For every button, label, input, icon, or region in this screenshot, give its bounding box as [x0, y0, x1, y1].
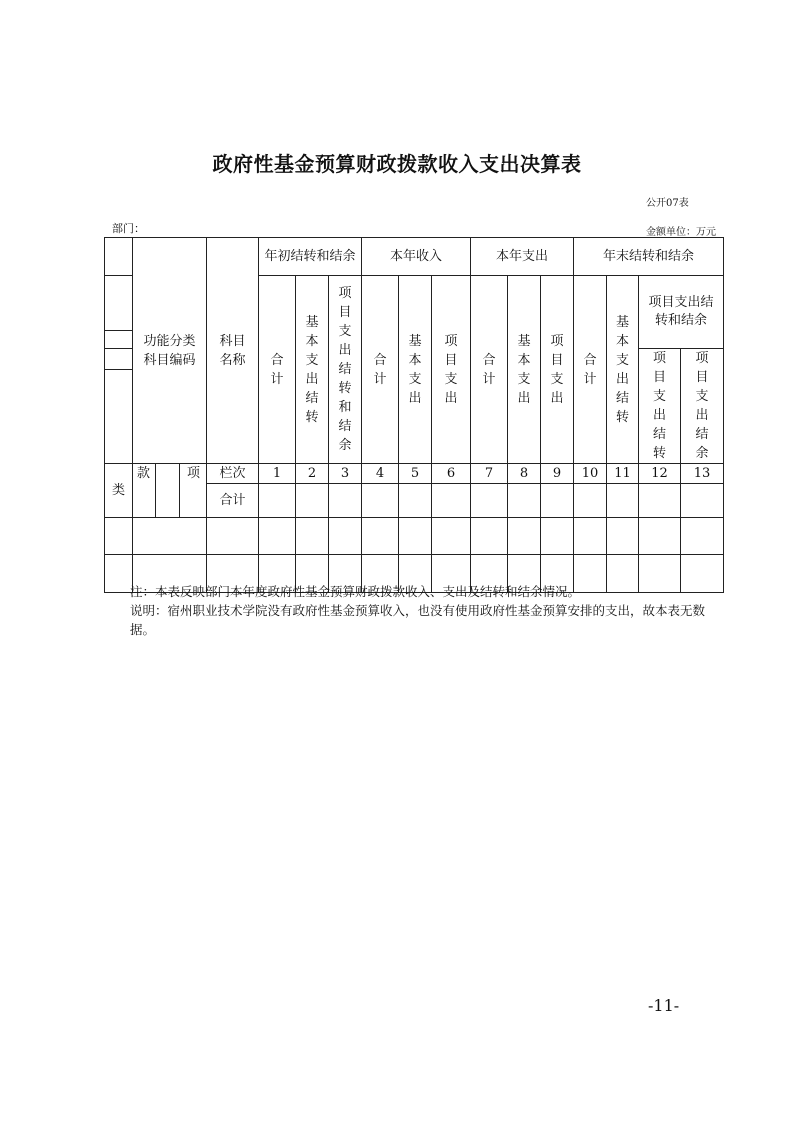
table-cell: [574, 518, 607, 555]
form-number: 公开07表: [646, 198, 689, 209]
total-row-label: 合计: [207, 484, 259, 518]
table-cell: [471, 484, 508, 518]
table-cell: [105, 518, 133, 555]
end-project-carry-group-header: 项目支出结转和结余: [639, 276, 724, 349]
table-cell: [259, 518, 296, 555]
table-cell: [681, 518, 724, 555]
col-number: 6: [432, 464, 471, 484]
col-number: 12: [639, 464, 681, 484]
income-total-header: 合计: [362, 276, 399, 464]
page-title: 政府性基金预算财政拨款收入支出决算表: [212, 152, 582, 176]
table-cell: [399, 484, 432, 518]
begin-balance-group-header: 年初结转和结余: [259, 238, 362, 276]
table-cell: [259, 484, 296, 518]
subject-name-header: 科目名称: [207, 238, 259, 464]
col-number: 7: [471, 464, 508, 484]
income-group-header: 本年收入: [362, 238, 471, 276]
explanation-line: 说明：宿州职业技术学院没有政府性基金预算收入，也没有使用政府性基金预算安排的支出，故本表无数据。: [130, 603, 706, 637]
left-margin-cell: [105, 349, 133, 370]
table-cell: [639, 484, 681, 518]
note-line: 注：本表反映部门本年度政府性基金预算财政拨款收入、支出及结转和结余情况。: [130, 584, 581, 599]
table-cell: [399, 518, 432, 555]
left-margin-cell: [105, 238, 133, 276]
end-balance-group-header: 年末结转和结余: [574, 238, 724, 276]
end-project-balance-header: 项目支出结余: [681, 349, 724, 464]
table-cell: [296, 518, 329, 555]
income-basic-header: 基本支出: [399, 276, 432, 464]
col-number: 8: [508, 464, 541, 484]
expense-total-header: 合计: [471, 276, 508, 464]
expense-project-header: 项目支出: [541, 276, 574, 464]
table-cell: [471, 518, 508, 555]
table-cell: [541, 518, 574, 555]
table-cell: [508, 518, 541, 555]
begin-project-header: 项目支出结转和结余: [329, 276, 362, 464]
col-number: 4: [362, 464, 399, 484]
notes: [130, 582, 730, 639]
left-margin-cell: [105, 276, 133, 331]
table-cell: [607, 518, 639, 555]
col-number: 11: [607, 464, 639, 484]
col-number: 3: [329, 464, 362, 484]
begin-total-header: 合计: [259, 276, 296, 464]
col-number: 5: [399, 464, 432, 484]
col-number: 13: [681, 464, 724, 484]
table-cell: [639, 518, 681, 555]
col-number: 9: [541, 464, 574, 484]
expense-basic-header: 基本支出: [508, 276, 541, 464]
col-number: 2: [296, 464, 329, 484]
table-cell: [329, 518, 362, 555]
table-cell: [432, 484, 471, 518]
unit-label: 金额单位：万元: [646, 227, 716, 238]
table-cell: [362, 484, 399, 518]
begin-basic-header: 基本支出结转: [296, 276, 329, 464]
col-number: 1: [259, 464, 296, 484]
table-cell: [681, 484, 724, 518]
left-margin-cell: [105, 331, 133, 349]
table-cell: [105, 555, 133, 593]
table-cell: [508, 484, 541, 518]
table-cell: [133, 518, 207, 555]
table-cell: [607, 484, 639, 518]
end-basic-header: 基本支出结转: [607, 276, 639, 464]
table-cell: [432, 518, 471, 555]
budget-table: [104, 237, 724, 593]
table-cell: [207, 518, 259, 555]
table-cell: [362, 518, 399, 555]
table-cell: [329, 484, 362, 518]
table-cell: [541, 484, 574, 518]
row-index-label: 栏次: [207, 464, 259, 484]
end-total-header: 合计: [574, 276, 607, 464]
end-project-carry-header: 项目支出结转: [639, 349, 681, 464]
table-cell: [574, 484, 607, 518]
table-cell: [296, 484, 329, 518]
category-lei: 类: [105, 464, 133, 518]
department-label: 部门：: [112, 222, 145, 235]
expense-group-header: 本年支出: [471, 238, 574, 276]
col-number: 10: [574, 464, 607, 484]
left-margin-cell: [105, 369, 133, 463]
income-project-header: 项目支出: [432, 276, 471, 464]
page-number: -11-: [648, 996, 680, 1015]
category-kuan-xiang: 款 项: [133, 464, 207, 518]
function-code-header: 功能分类科目编码: [133, 238, 207, 464]
